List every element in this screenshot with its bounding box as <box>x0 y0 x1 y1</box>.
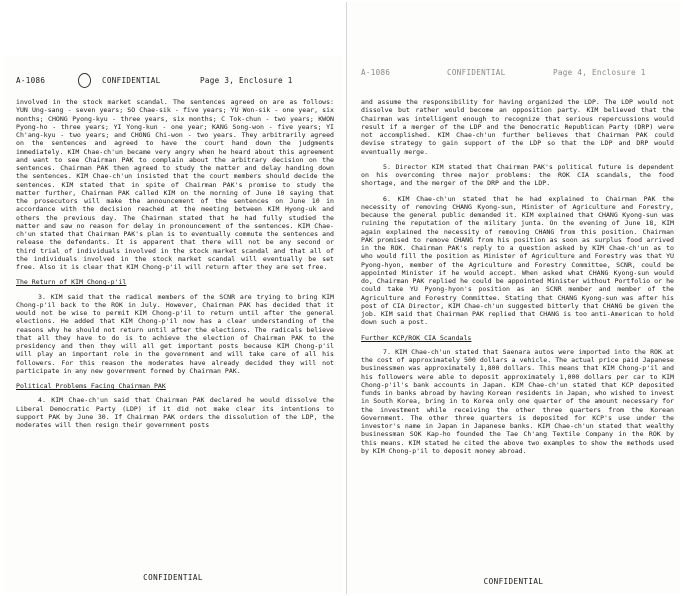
paragraph-4-continued: and assume the responsibility for having organized the LDP. The LDP would not dissolve but rather would become an opposition party. KIM believed that the Chairman was intelligent enough to recognize that serious repercussions would result if a merger of the LDP and the Democratic Republican Party (DRP) were not accomplished. KIM Chae-ch'un further believes that Chairman PAK could devise strategy to gain support of the LDP so that the LDP and DRP would eventually merge. <box>361 98 674 156</box>
paragraph-5: 5. Director KIM stated that Chairman PAK's political future is dependent on his overcoming three major problems: the ROK CIA scandals, the food shortage, and the merger of the DRP and the LDP. <box>361 162 674 188</box>
punch-hole-mark <box>78 73 91 88</box>
page-body <box>16 98 334 436</box>
page-reference: Page 4, Enclosure 1 <box>553 68 646 77</box>
paragraph-3: 3. KIM said that the radical members of the SCNR are trying to bring KIM Chong-p'il back to the ROK in July. However, Chairman PAK has decided that it would not be wise to permit KIM Chong-p'il to return until after the general elections. He added that KIM Chong-p'il now has a clear understanding of the reasons why he should not return until after the elections. The radicals believe that all they have to do is to achieve the election of Chairman PAK to the presidency and then they will all get important posts because KIM Chong-p'il will play an important role in the government and will take care of all his followers. For this reason the moderates have already decided they will not participate in any new government formed by Chairman PAK. <box>16 292 334 375</box>
page-reference: Page 3, Enclosure 1 <box>200 76 293 85</box>
document-page-3 <box>4 56 342 592</box>
classification-label: CONFIDENTIAL <box>102 76 161 85</box>
paragraph-2-continued: involved in the stock market scandal. The sentences agreed on are as follows: YUN Ung-sang - seven years; SO Chae-sik - five years; YU Won-sik - one year, six months; CHONG Pyong-kyu - three years, six months; C Tok-chun - two years; KWON Pyong-ho - three years; YI Yong-kun - one year; KANG Song-won - five years; YI Ch'ang-kyu - two years; and CHONG Chi-won - two years. They arbitrarily agreed on the sentences and agreed to have the court hand down the judgments immediately. KIM Chae-ch'un became very angry when he heard about this agreement and want to see Chairman PAK to complain about the arbitrary decision on the sentences. Chairman PAK then agreed to study the matter and delay handing down the sentences. KIM Chae-ch'un insisted that the court members should decide the sentences. KIM stated that in spite of Chairman PAK's promise to study the matter further, Chairman PAK called KIM on the morning of June 10 saying that the prosecutors will make the announcement of the sentences on June 10 in accordance with the decision reached at the meeting between KIM Hyong-uk and others the previous day. The Chairman stated that he had fully studied the matter and saw no reason for delay in pronouncement of the sentences. KIM Chae-ch'un stated that Chairman PAK's plan is to eventually commute the sentences and release the defendants. It is apparent that there will not be any second or third trial of individuals involved in the stock market scandal and that all of the individuals involved in the stock market scandal will eventually be set free. Also it is clear that KIM Chong-p'il will return after they are set free. <box>16 98 334 271</box>
paragraph-7: 7. KIM Chae-ch'un stated that Saenara autos were imported into the ROK at the cost of approximately 500 dollars a vehicle. The actual price paid Japanese businessmen was approximately 1,800 dollars. This means that KIM Chong-p'il and his followers were able to deposit approximately 1,000 dollars per car to KIM Chong-p'il's bank accounts in Japan. KIM Chae-ch'un stated that KCP deposited funds in banks abroad by having Korean residents in Japan, who wished to invest in South Korea, bring in to Korea only one quarter of the amount necessary for the investment while receiving the other three quarters from the Korean Government. The other three quarters is deposited for KCP's use under the investor's name in Japan in Japanese banks. KIM Chae-ch'un stated that wealthy businessman SOK Kap-ho founded the Tae Ch'ang Textile Company in the ROK by this means. KIM stated he cited the above two examples to show the methods used by KIM Chong-p'il to deposit money abroad. <box>361 347 674 455</box>
section-heading-return-of-kcp: The Return of KIM Chong-p'il <box>16 278 127 287</box>
classification-label: CONFIDENTIAL <box>447 68 506 77</box>
doc-number: A-1086 <box>16 76 46 85</box>
page-footer: CONFIDENTIAL <box>483 577 544 586</box>
page-body <box>361 98 674 462</box>
section-heading-political-problems: Political Problems Facing Chairman PAK <box>16 382 166 390</box>
document-page-4 <box>346 2 680 594</box>
paragraph-4: 4. KIM Chae-ch'un said that Chairman PAK declared he would dissolve the Liberal Democratic Party (LDP) if it did not make clear its intentions to support PAK by June 30. If Chairman PAK orders the dissolution of the LDP, the moderates will then resign their government posts <box>16 396 334 429</box>
page-footer: CONFIDENTIAL <box>143 573 203 582</box>
section-heading-further-scandals: Further KCP/ROK CIA Scandals <box>361 333 472 342</box>
paragraph-6: 6. KIM Chae-ch'un stated that he had explained to Chairman PAK the necessity of removing CHANG Kyong-sun, Minister of Agriculture and Forestry, because the general public demanded it. KIM explained that CHANG Kyong-sun was ruining the reputation of the military junta. On the evening of June 18, KIM again explained the necessity of removing CHANG from this position. Chairman PAK promised to remove CHANG from his position as soon as surplus food arrived in the ROK. Chairman PAK's reply to a question asked by KIM Chae-ch'un as to who would fill the position as Minister of Agriculture and Forestry was that YU Pyong-hyon, member of the Agriculture and Forestry Committee, SCNR, could be appointed Minister if he would accept. When asked what CHANG Kyong-sun would do, Chairman PAK replied he could be appointed Minister without Portfolio or he could take YU Pyong-hyon's position as an SCNR member and member of the Agriculture and Forestry Committee. Stating that CHANG Kyong-sun was after his post of CIA Director, KIM Chae-ch'un suggested bitterly that CHANG be given the job. KIM said that Chairman PAK replied that CHANG is too anti-American to hold down such a post. <box>361 194 674 327</box>
doc-number: A-1086 <box>361 68 391 77</box>
